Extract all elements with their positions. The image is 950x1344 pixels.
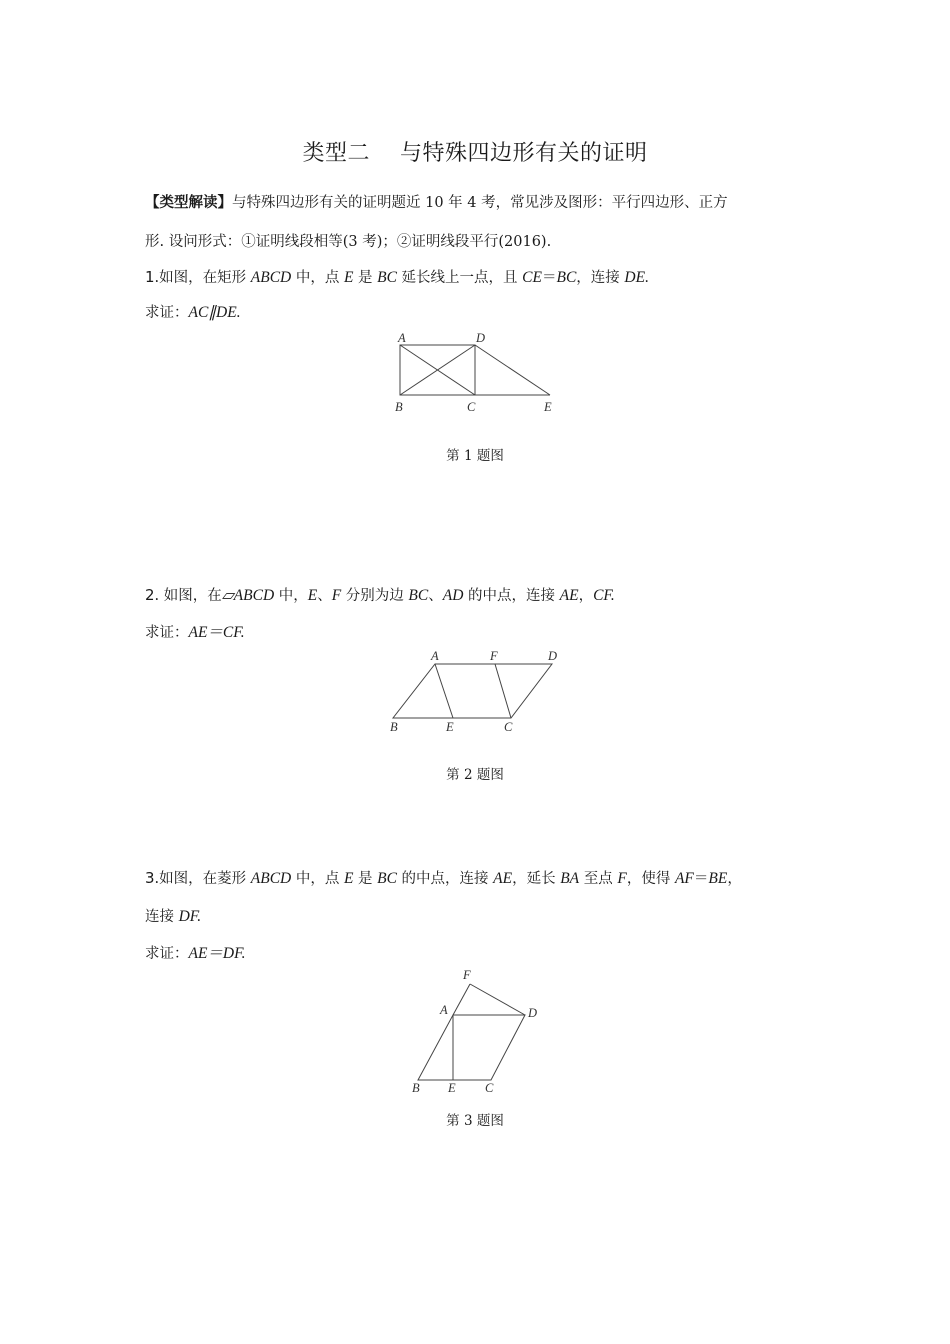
figure-3-caption: 第 3 题图 — [446, 1113, 504, 1129]
svg-text:F: F — [490, 649, 498, 663]
intro-label: 【类型解读】 — [145, 195, 232, 211]
figure-2-caption: 第 2 题图 — [446, 767, 504, 783]
svg-text:F: F — [463, 968, 471, 982]
figure-1-caption: 第 1 题图 — [446, 448, 504, 464]
svg-text:B: B — [395, 400, 403, 414]
svg-text:A: A — [398, 331, 406, 345]
problem-3-statement: 3.如图，在菱形 ABCD 中，点 E 是 BC 的中点，连接 AE，延长 BA 至点 F，使得 AF＝BE， — [145, 869, 742, 887]
svg-text:D: D — [528, 1006, 538, 1020]
svg-text:C: C — [504, 720, 513, 734]
svg-text:D: D — [476, 331, 486, 345]
svg-text:D: D — [548, 649, 558, 663]
svg-text:C: C — [485, 1081, 494, 1095]
problem-3-statement-line-2: 连接 DF. — [145, 908, 202, 925]
intro-line-2: 形. 设问形式：①证明线段相等(3 考)；②证明线段平行(2016). — [145, 234, 552, 250]
svg-text:A: A — [440, 1003, 448, 1017]
figure-1-rectangle — [395, 331, 552, 414]
problem-3-prove: 求证：AE＝DF. — [145, 945, 246, 962]
svg-text:C: C — [467, 400, 476, 414]
problem-number: 1 — [145, 268, 155, 286]
svg-text:B: B — [412, 1081, 420, 1095]
problem-2-statement: 2. 如图，在▱ABCD 中，E、F 分别为边 BC、AD 的中点，连接 AE，CF. — [145, 586, 615, 604]
svg-text:E: E — [446, 720, 454, 734]
figure-3-rhombus — [412, 968, 537, 1095]
problem-1-statement: 1.如图，在矩形 ABCD 中，点 E 是 BC 延长线上一点，且 CE＝BC，连接 DE. — [145, 268, 649, 286]
title-type: 类型二 — [302, 141, 370, 166]
intro-line-1: 【类型解读】与特殊四边形有关的证明题近 10 年 4 考，常见涉及图形：平行四边形、正方 — [145, 195, 728, 211]
svg-text:B: B — [390, 720, 398, 734]
svg-text:E: E — [544, 400, 552, 414]
problem-2-prove: 求证：AE＝CF. — [145, 624, 245, 641]
figure-2-parallelogram — [390, 649, 557, 734]
problem-number: 2 — [145, 586, 155, 604]
svg-text:E: E — [448, 1081, 456, 1095]
title-topic: 与特殊四边形有关的证明 — [400, 141, 648, 166]
problem-number: 3 — [145, 869, 155, 887]
svg-text:A: A — [431, 649, 439, 663]
problem-1-prove: 求证：AC∥DE. — [145, 304, 241, 321]
